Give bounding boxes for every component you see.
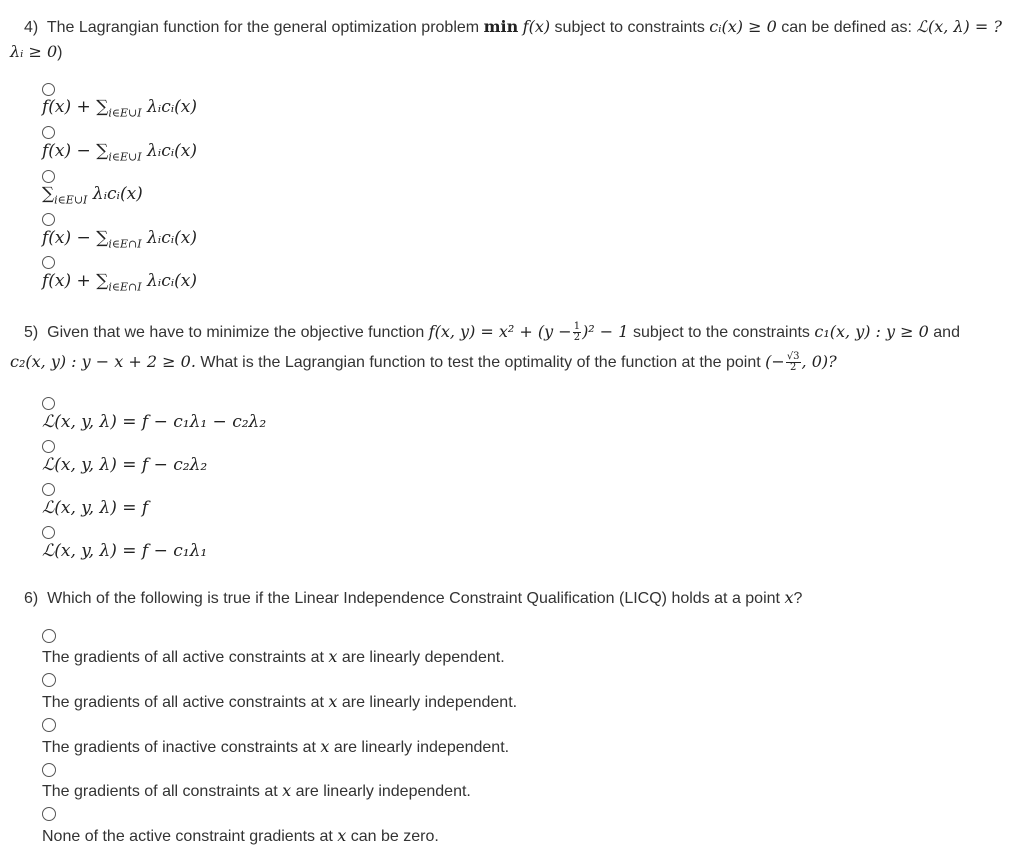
q4-lagrangian: ℒ(x, λ) = ? (916, 17, 1002, 36)
q4-close-paren: ) (57, 44, 63, 61)
radio-button[interactable] (42, 170, 55, 183)
q5-option-label: ℒ(x, y, λ) = f − c₁λ₁ (42, 541, 208, 561)
q4-option-label: $f(x) + \sum_{i\in E\cup I}$ λᵢcᵢ(x) (42, 97, 198, 120)
q4-text-d: λᵢ ≥ 0 (10, 42, 58, 61)
q4-option-label: $f(x) + \sum_{i\in E\cap I}$ λᵢcᵢ(x) (42, 271, 198, 294)
q4-text-c: can be defined as: (781, 19, 912, 36)
q5-objective-b: )² − 1 (582, 322, 629, 341)
q5-line1 (24, 322, 960, 343)
q5-text-c: What is the Lagrangian function to test the optimality of the function at the point (200, 354, 761, 371)
q6-number: 6) (24, 590, 39, 607)
q5-point-b: , 0)? (801, 352, 837, 371)
q4-number: 4) (24, 19, 39, 36)
q5-text-and: and (933, 324, 960, 341)
q4-min: min (483, 17, 519, 36)
radio-button[interactable] (42, 526, 55, 539)
q5-number: 5) (24, 324, 39, 341)
radio-button[interactable] (42, 440, 55, 453)
radio-button[interactable] (42, 718, 56, 732)
q4-text-a: The Lagrangian function for the general optimization problem (46, 19, 480, 36)
radio-button[interactable] (42, 807, 56, 821)
radio-button[interactable] (42, 256, 55, 269)
radio-button[interactable] (42, 213, 55, 226)
q5-objective-a: f(x, y) = x² + (y − (428, 322, 572, 341)
q5-line2 (10, 352, 837, 373)
q5-point-a: (− (765, 352, 785, 371)
q6-option-label: The gradients of all active constraints at x are linearly dependent. (42, 647, 505, 666)
q4-line1 (24, 17, 1002, 37)
radio-button[interactable] (42, 673, 56, 687)
q5-root-fraction: $\frac{√3}{2}$ (786, 351, 800, 374)
radio-button[interactable] (42, 83, 55, 96)
q4-option-label: $f(x) - \sum_{i\in E\cap I}$ λᵢcᵢ(x) (42, 228, 198, 251)
q6-option-label: The gradients of all constraints at x are linearly independent. (42, 781, 471, 800)
radio-button[interactable] (42, 483, 55, 496)
q4-constraint: cᵢ(x) ≥ 0 (709, 17, 777, 36)
radio-button[interactable] (42, 763, 56, 777)
q6-option-label: None of the active constraint gradients at x can be zero. (42, 826, 439, 845)
q5-text-b: subject to the constraints (632, 324, 810, 341)
q5-option-label: ℒ(x, y, λ) = f − c₂λ₂ (42, 455, 208, 475)
q5-option-label: ℒ(x, y, λ) = f (42, 498, 149, 518)
q5-text-a: Given that we have to minimize the objective function (47, 324, 425, 341)
q6-x: x (784, 588, 794, 607)
q6-option-label: The gradients of inactive constraints at x are linearly independent. (42, 737, 510, 756)
q6-option-label: The gradients of all active constraints at x are linearly independent. (42, 692, 518, 711)
q4-line2 (10, 42, 62, 62)
radio-button[interactable] (42, 397, 55, 410)
q6-line1 (24, 588, 802, 608)
q4-option-label: $f(x) - \sum_{i\in E\cup I}$ λᵢcᵢ(x) (42, 141, 198, 164)
q6-text-a: Which of the following is true if the Linear Independence Constraint Qualification (LICQ) holds at a point (47, 590, 780, 607)
radio-button[interactable] (42, 629, 56, 643)
q4-objective: f(x) (522, 17, 551, 36)
q6-qmark: ? (793, 590, 803, 607)
radio-button[interactable] (42, 126, 55, 139)
q4-text-b: subject to constraints (554, 19, 705, 36)
q5-c2: c₂(x, y) : y − x + 2 ≥ 0. (10, 352, 196, 371)
q5-option-label: ℒ(x, y, λ) = f − c₁λ₁ − c₂λ₂ (42, 412, 267, 432)
q5-c1: c₁(x, y) : y ≥ 0 (814, 322, 929, 341)
q4-option-label: $\sum_{i\in E\cup I}$ λᵢcᵢ(x) (42, 184, 143, 207)
q5-half-fraction: $\frac{1}{2}$ (573, 321, 581, 344)
